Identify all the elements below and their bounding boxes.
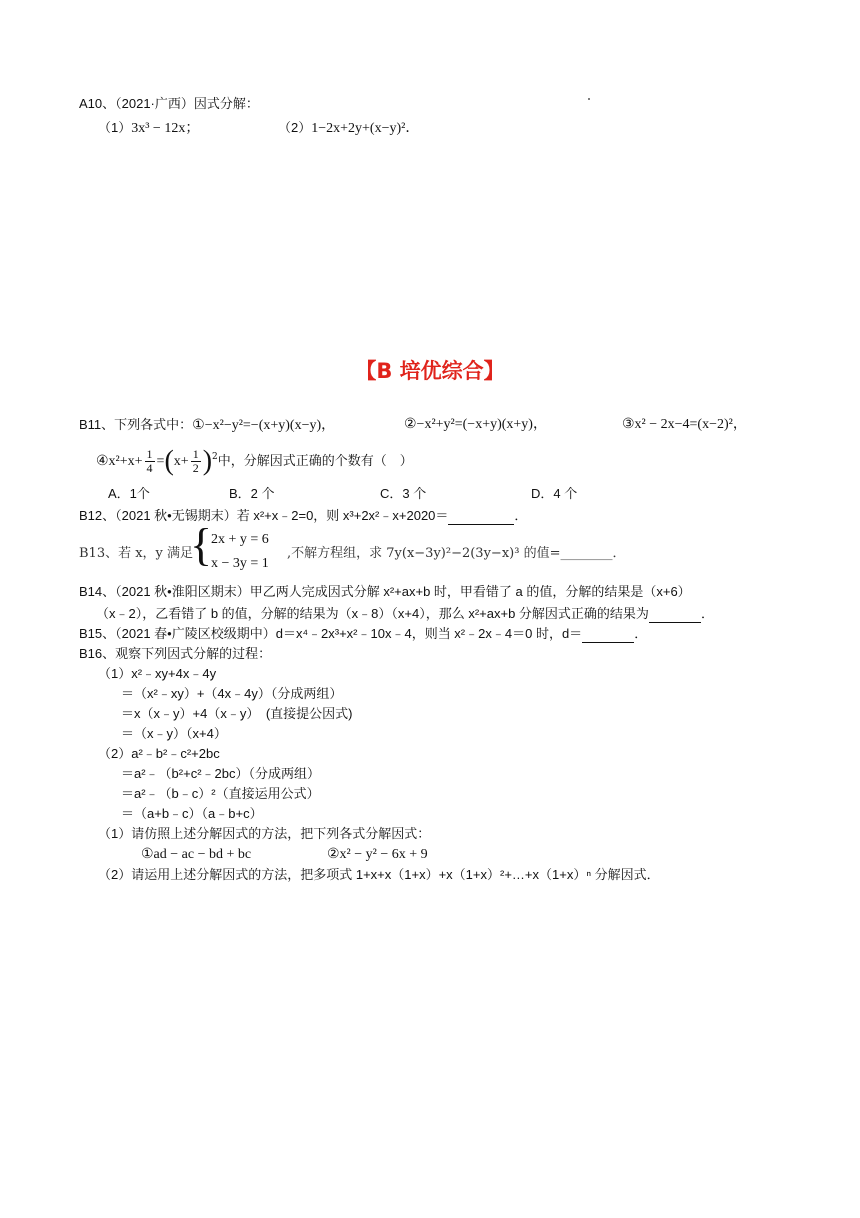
b11-option-b: B．2 个 (229, 486, 275, 501)
b16-example-1-line-1: （1）x²﹣xy+4x﹣4y (98, 666, 217, 681)
b16-question-2: （2）请运用上述分解因式的方法，把多项式 1+x+x（1+x）+x（1+x）²+…+x（1+x）ⁿ 分解因式． (98, 867, 660, 882)
b16-question-1: （1）请仿照上述分解因式的方法，把下列各式分解因式： (98, 826, 431, 841)
b16-heading: B16、观察下列因式分解的过程： (79, 646, 272, 661)
b16-question-1-expr-a: ①ad − ac − bd + bc (141, 847, 252, 862)
b11-expr-4-left: ④x²+x+ (96, 454, 143, 469)
b16-example-1-line-3: ＝x（x﹣y）+4（x﹣y） (直接提公因式) (121, 706, 353, 721)
b16-question-1-expr-b: ②x² − y² − 6x + 9 (327, 847, 428, 862)
b16-example-2-line-3: ＝a²﹣（b﹣c）²（直接运用公式） (121, 786, 320, 801)
b15-end: ． (634, 626, 648, 641)
b11-expr-1: ①−x²−y²=−(x+y)(x−y)， (192, 418, 336, 433)
b14-line-1: B14、（2021 秋•淮阳区期末）甲乙两人完成因式分解 x²+ax+b 时，甲看错了 a 的值，分解的结果是（x+6） (79, 584, 691, 599)
b16-example-2-line-4: ＝（a+b﹣c）（a﹣b+c） (121, 806, 263, 821)
b16-example-1-line-2: ＝（x²﹣xy）+（4x﹣4y）（分成两组） (121, 686, 343, 701)
a10-part1-label: （1） (98, 120, 132, 135)
b12-text: B12、（2021 秋•无锡期末）若 x²+x﹣2=0，则 x³+2x²﹣x+2020＝ (79, 508, 449, 523)
answer-blank (582, 628, 634, 643)
b13-prefix: B13、若 x，y 满足 (79, 546, 194, 561)
system-brace: { (190, 519, 213, 570)
b11-option-c: C．3 个 (380, 486, 427, 501)
b13-equation-1: 2x + y = 6 (211, 532, 269, 547)
a10-part2-expression: 1−2x+2y+(x−y)²． (311, 121, 420, 136)
fraction-one-half: $\frac{1}{2}$ (192, 447, 199, 475)
b11-expr-4-equals: = (156, 454, 165, 469)
a10-heading: A10、（2021·广西）因式分解： (79, 96, 259, 111)
b13-equation-2: x − 3y = 1 (211, 556, 269, 571)
b16-example-2-line-2: ＝a²﹣（b²+c²﹣2bc）（分成两组） (121, 766, 320, 781)
b13-question: ,不解方程组，求 7y(x−3y)²−2(3y−x)³ 的值=________． (287, 546, 626, 561)
b16-example-1-line-4: ＝（x﹣y）（x+4） (121, 726, 227, 741)
b11-option-d: D．4 个 (531, 486, 578, 501)
b11-expr-2: ②−x²+y²=(−x+y)(x+y)， (404, 417, 547, 432)
b11-expr-4-inner: x+ (173, 454, 189, 469)
stray-dot (588, 98, 590, 100)
b11-expr-3: ③x² − 2x−4=(x−2)²， (622, 417, 747, 432)
b15-text: B15、（2021 春•广陵区校级期中）d＝x⁴﹣2x³+x²﹣10x﹣4，则当 x²﹣2x﹣4＝0 时，d＝ (79, 626, 583, 641)
b11-square-exponent: 2 (212, 452, 218, 462)
answer-blank (649, 608, 701, 623)
b14-end: ． (700, 606, 714, 621)
b11-question-tail: 中，分解因式正确的个数有（ ） (217, 453, 413, 468)
a10-part2-label: （2） (278, 120, 312, 135)
a10-part1-expression: 3x³ − 12x； (131, 121, 200, 136)
fraction-one-quarter: $\frac{1}{4}$ (146, 447, 153, 475)
b16-example-2-line-1: （2）a²﹣b²﹣c²+2bc (98, 746, 220, 761)
b14-line-2: （x﹣2），乙看错了 b 的值，分解的结果为（x﹣8）（x+4），那么 x²+ax+b 分解因式正确的结果为 (96, 606, 649, 621)
b11-option-a: A．1个 (108, 486, 150, 501)
b12-end: ． (514, 508, 528, 523)
section-title: 【B 培优综合】 (355, 359, 505, 383)
b11-heading: B11、下列各式中： (79, 417, 193, 432)
answer-blank (448, 510, 514, 525)
